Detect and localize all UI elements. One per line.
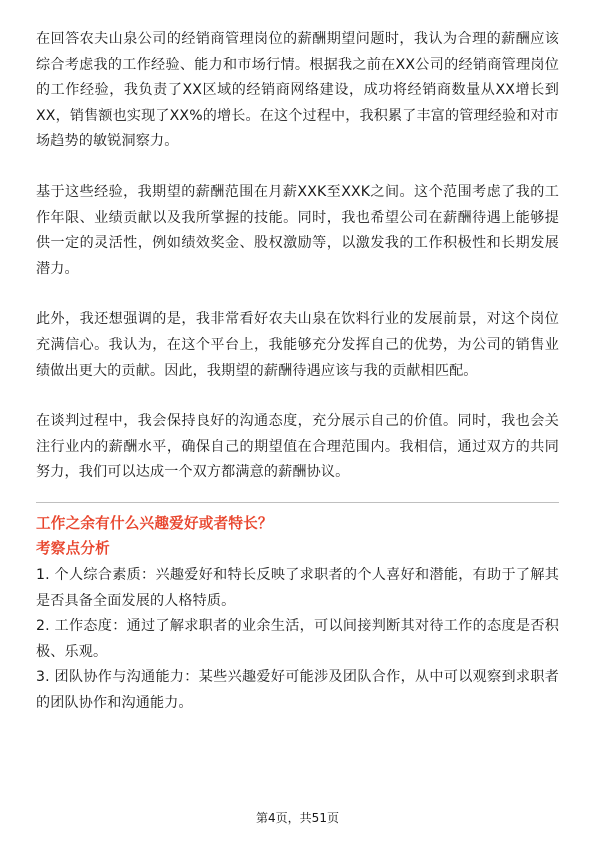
page-number: 第4页，共51页 bbox=[256, 811, 339, 825]
analysis-item-2: 2. 工作态度：通过了解求职者的业余生活，可以间接判断其对待工作的态度是否积极、乐观。 bbox=[36, 618, 559, 660]
analysis-item-3: 3. 团队协作与沟通能力：某些兴趣爱好可能涉及团队合作，从中可以观察到求职者的团队协作和沟通能力。 bbox=[36, 669, 559, 711]
question-heading: 工作之余有什么兴趣爱好或者特长？ bbox=[36, 514, 273, 532]
answer-paragraph-1: 在回答农夫山泉公司的经销商管理岗位的薪酬期望问题时，我认为合理的薪酬应该综合考虑我的工作经验、能力和市场行情。根据我之前在XX公司的经销商管理岗位的工作经验，我负责了XX区域的经销商网络建设，成功将经销商数量从XX增长到XX，销售额也实现了XX%的增长。在这个过程中，我积累了丰富的管理经验和对市场趋势的敏锐洞察力。 bbox=[36, 31, 559, 150]
answer-paragraph-3: 此外，我还想强调的是，我非常看好农夫山泉在饮料行业的发展前景，对这个岗位充满信心。我认为，在这个平台上，我能够充分发挥自己的优势，为公司的销售业绩做出更大的贡献。因此，我期望的薪酬待遇应该与我的贡献相匹配。 bbox=[36, 311, 559, 379]
analysis-item-1: 1. 个人综合素质：兴趣爱好和特长反映了求职者的个人喜好和潜能，有助于了解其是否具备全面发展的人格特质。 bbox=[36, 566, 559, 609]
analysis-list bbox=[36, 563, 559, 717]
analysis-heading: 考察点分析 bbox=[36, 539, 110, 557]
answer-paragraph-4: 在谈判过程中，我会保持良好的沟通态度，充分展示自己的价值。同时，我也会关注行业内的薪酬水平，确保自己的期望值在合理范围内。我相信，通过双方的共同努力，我们可以达成一个双方都满意的薪酬协议。 bbox=[36, 413, 559, 481]
page-content bbox=[36, 27, 559, 716]
answer-paragraph-2: 基于这些经验，我期望的薪酬范围在月薪XXK至XXK之间。这个范围考虑了我的工作年限、业绩贡献以及我所掌握的技能。同时，我也希望公司在薪酬待遇上能够提供一定的灵活性，例如绩效奖金、股权激励等，以激发我的工作积极性和长期发展潜力。 bbox=[36, 183, 559, 277]
section-divider bbox=[36, 502, 559, 503]
